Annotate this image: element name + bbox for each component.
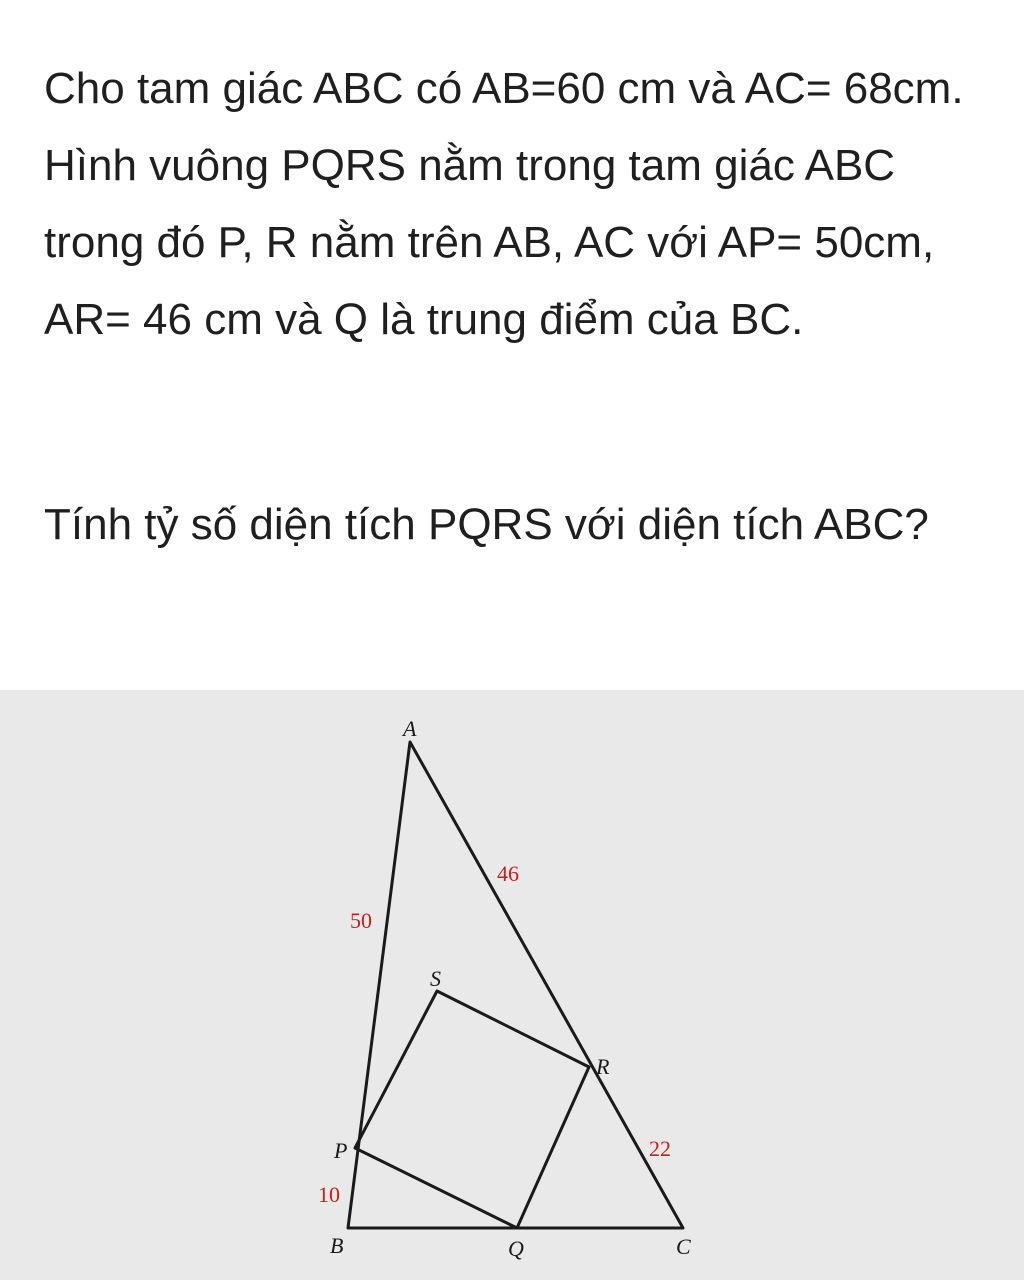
problem-question: Tính tỷ số diện tích PQRS với diện tích ABC? — [44, 500, 929, 549]
point-label-s: S — [430, 966, 441, 991]
length-label-ap: 50 — [350, 908, 372, 933]
point-label-c: C — [676, 1234, 691, 1259]
point-label-r: R — [596, 1054, 610, 1079]
problem-statement: Cho tam giác ABC có AB=60 cm và AC= 68cm. Hình vuông PQRS nằm trong tam giác ABC trong đó P, R nằm trên AB, AC với AP= 50cm, AR= 46 cm và Q là trung điểm của BC. — [44, 64, 964, 344]
length-label-ar: 46 — [497, 861, 519, 886]
point-label-p: P — [334, 1138, 348, 1163]
length-label-pb: 10 — [318, 1182, 340, 1207]
geometry-figure — [0, 690, 1024, 1280]
point-label-a: A — [403, 716, 417, 741]
length-label-rc: 22 — [649, 1136, 671, 1161]
point-label-b: B — [330, 1233, 344, 1258]
point-label-q: Q — [508, 1236, 524, 1261]
square-pqrs — [355, 991, 589, 1228]
geometry-figure-panel — [0, 690, 1024, 1280]
triangle-abc — [348, 742, 683, 1228]
